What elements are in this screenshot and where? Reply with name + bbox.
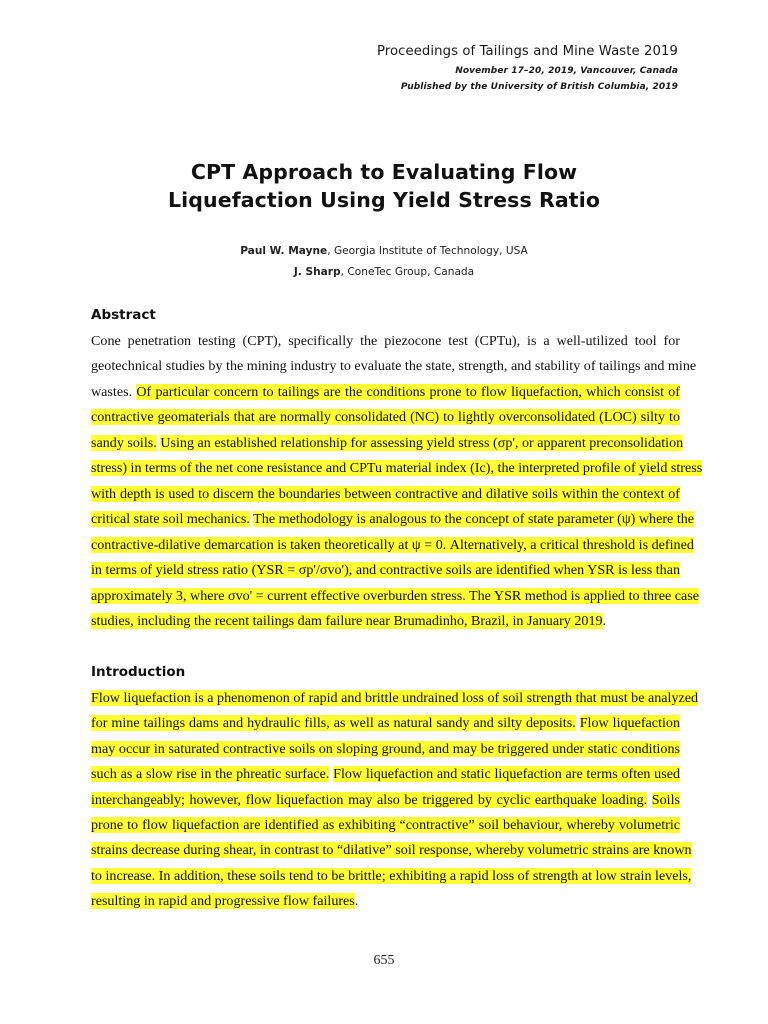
text-line [91, 433, 684, 453]
highlighted-text: Flow liquefaction [579, 715, 680, 732]
highlighted-text: contractive geomaterials that are normally consolidated (NC) to lightly overconsolidated (LOC) silty to [91, 409, 680, 426]
highlighted-text: interchangeably; however, flow liquefaction may also be triggered by cyclic earthquake loading. [91, 791, 648, 808]
highlighted-text: Soils [651, 791, 680, 808]
text-segment: Cone penetration testing (CPT), specifically the piezocone test (CPTu), is a well-utilized tool for [91, 333, 680, 349]
proceedings-header: Proceedings of Tailings and Mine Waste 2019 [376, 44, 678, 59]
highlighted-text: such as a slow rise in the phreatic surface. [91, 766, 330, 783]
highlighted-text: may occur in saturated contractive soils on sloping ground, and may be triggered under static conditions [91, 740, 680, 757]
highlighted-text: for mine tailings dams and hydraulic fills, as well as natural sandy and silty deposits. [91, 715, 576, 732]
author-line-2 [0, 266, 768, 278]
text-line [91, 586, 700, 606]
text-segment: wastes. [91, 383, 137, 400]
author-line-1 [0, 245, 768, 257]
text-line [91, 407, 680, 427]
highlighted-text: Of particular concern to tailings are the conditions prone to flow liquefaction, which consist of [136, 383, 681, 400]
author-name: J. Sharp [293, 266, 341, 278]
author-name: Paul W. Mayne [240, 245, 328, 257]
text-line [91, 866, 692, 886]
highlighted-text: studies, including the recent tailings dam failure near Brumadinho, Brazil, in January 2019 [91, 612, 603, 629]
highlighted-text: sandy soils. [91, 434, 157, 451]
highlighted-text: Flow liquefaction and static liquefaction are terms often used [333, 766, 680, 783]
author-affiliation: , Georgia Institute of Technology, USA [327, 245, 528, 257]
paper-title-line-2: Liquefaction Using Yield Stress Ratio [167, 188, 601, 212]
highlighted-text: resulting in rapid and progressive flow failures [91, 893, 355, 910]
text-line [91, 509, 695, 529]
text-segment: . [354, 893, 359, 910]
highlighted-text: stress) in terms of the net cone resistance and CPTu material index (Ic), the interpreted profile of yield stress [91, 460, 703, 477]
text-line [91, 764, 680, 784]
highlighted-text: critical state soil mechanics. [91, 511, 250, 528]
text-line [91, 688, 699, 708]
highlighted-text: Flow liquefaction is a phenomenon of rapid and brittle undrained loss of soil strength that must be analyzed [91, 690, 699, 706]
text-segment: geotechnical studies by the mining industry to evaluate the state, strength, and stability of tailings and mine [91, 358, 697, 375]
author-affiliation: , ConeTec Group, Canada [340, 266, 475, 278]
introduction-heading: Introduction [91, 664, 186, 680]
text-line [91, 382, 680, 402]
highlighted-text: contractive-dilative demarcation is taken theoretically at ψ = 0. Alternatively, a critical threshold is defined [91, 536, 694, 553]
highlighted-text: strains decrease during shear, in contrast to “dilative” soil response, whereby volumetric strains are known [91, 842, 692, 859]
text-line [91, 331, 680, 351]
text-line [91, 713, 680, 733]
text-line [91, 458, 703, 478]
text-line [91, 356, 697, 376]
page-number: 655 [373, 953, 395, 968]
conference-dates: November 17–20, 2019, Vancouver, Canada [455, 66, 678, 76]
highlighted-text: Using an established relationship for assessing yield stress (σp', or apparent preconsolidation [160, 434, 684, 451]
text-line [91, 560, 680, 580]
highlighted-text: approximately 3, where σvo' = current effective overburden stress. The YSR method is applied to three case [91, 587, 700, 604]
paper-title-line-1: CPT Approach to Evaluating Flow [190, 160, 578, 184]
highlighted-text: to increase. In addition, these soils tend to be brittle; exhibiting a rapid loss of strength at low strain levels, [91, 867, 692, 884]
highlighted-text: The methodology is analogous to the concept of state parameter (ψ) where the [253, 511, 695, 528]
abstract-heading: Abstract [91, 307, 156, 323]
text-line [91, 891, 680, 911]
text-line [91, 815, 680, 835]
text-line [91, 840, 692, 860]
text-line [91, 611, 680, 631]
text-segment: . [602, 612, 607, 629]
highlighted-text: prone to flow liquefaction are identified as exhibiting “contractive” soil behaviour, whereby volumetric [91, 817, 680, 833]
highlighted-text: with depth is used to discern the boundaries between contractive and dilative soils within the context of [91, 485, 680, 502]
highlighted-text: in terms of yield stress ratio (YSR = σp'/σvo'), and contractive soils are identified when YSR is less than [91, 562, 680, 579]
publisher-line: Published by the University of British Columbia, 2019 [400, 82, 678, 92]
text-line [91, 535, 694, 555]
text-line [91, 790, 680, 810]
text-line [91, 484, 680, 504]
text-line [91, 739, 680, 759]
